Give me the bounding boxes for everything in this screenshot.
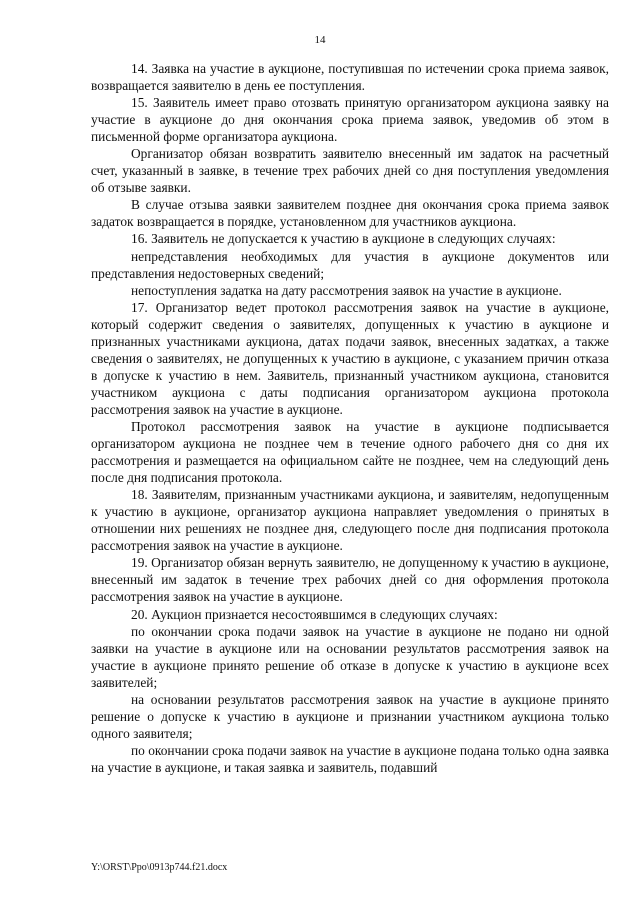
paragraph: 20. Аукцион признается несостоявшимся в следующих случаях: bbox=[131, 606, 498, 622]
paragraph: 16. Заявитель не допускается к участию в аукционе в следующих случаях: bbox=[131, 231, 556, 247]
paragraph: непредставления необходимых для участия в аукционе документов или представления недостоверных сведений; bbox=[91, 248, 609, 281]
paragraph: 17. Организатор ведет протокол рассмотрения заявок на участие в аукционе, который содержит сведения о заявителях, допущенных к участию в аукционе и признанных участниками аукциона, датах подачи заявок, внесенных задатках, а также сведения о заявителях, не допущенных к участию в аукционе, с указанием причин отказа в допуске к участию в нем. Заявитель, признанный участником аукциона, становится участником аукциона с даты подписания организатором аукциона протокола рассмотрения заявок на участие в аукционе. bbox=[91, 299, 609, 417]
footer-file-path: Y:\ORST\Ppo\0913p744.f21.docx bbox=[91, 862, 228, 873]
paragraph: по окончании срока подачи заявок на участие в аукционе не подано ни одной заявки на участие в аукционе или на основании результатов рассмотрения заявок на участие в аукционе принято решение об отказе в допуске к участию в аукционе всех заявителей; bbox=[91, 623, 609, 690]
paragraph: на основании результатов рассмотрения заявок на участие в аукционе принято решение о допуске к участию в аукционе и признании участником аукциона только одного заявителя; bbox=[91, 691, 609, 741]
paragraph: по окончании срока подачи заявок на участие в аукционе подана только одна заявка на участие в аукционе, и такая заявка и заявитель, подавший bbox=[91, 742, 609, 775]
paragraph: 14. Заявка на участие в аукционе, поступившая по истечении срока приема заявок, возвращается заявителю в день ее поступления. bbox=[91, 61, 609, 94]
paragraph: непоступления задатка на дату рассмотрения заявок на участие в аукционе. bbox=[131, 282, 562, 298]
paragraph: В случае отзыва заявки заявителем позднее дня окончания срока приема заявок задаток возвращается в порядке, установленном для участников аукциона. bbox=[91, 197, 609, 230]
paragraph: 18. Заявителям, признанным участниками аукциона, и заявителям, недопущенным к участию в аукционе, организатор аукциона направляет уведомления о принятых в отношении них решениях не позднее дня, следующего после дня подписания протокола рассмотрения заявок на участие в аукционе. bbox=[91, 487, 609, 554]
paragraph: Протокол рассмотрения заявок на участие в аукционе подписывается организатором аукциона не позднее чем в течение одного рабочего дня со дня их рассмотрения и размещается на официальном сайте не позднее, чем на следующий день после дня подписания протокола. bbox=[91, 418, 609, 486]
page-number: 14 bbox=[314, 34, 326, 46]
document-body bbox=[91, 60, 609, 776]
paragraph: 15. Заявитель имеет право отозвать принятую организатором аукциона заявку на участие в аукционе до дня окончания срока приема заявок, уведомив об этом в письменной форме организатора аукциона. bbox=[91, 95, 609, 145]
paragraph: 19. Организатор обязан вернуть заявителю, не допущенному к участию в аукционе, внесенный им задаток в течение трех рабочих дней со дня оформления протокола рассмотрения заявок на участие в аукционе. bbox=[91, 555, 609, 605]
paragraph: Организатор обязан возвратить заявителю внесенный им задаток на расчетный счет, указанный в заявке, в течение трех рабочих дней со дня поступления уведомления об отзыве заявки. bbox=[91, 146, 609, 196]
